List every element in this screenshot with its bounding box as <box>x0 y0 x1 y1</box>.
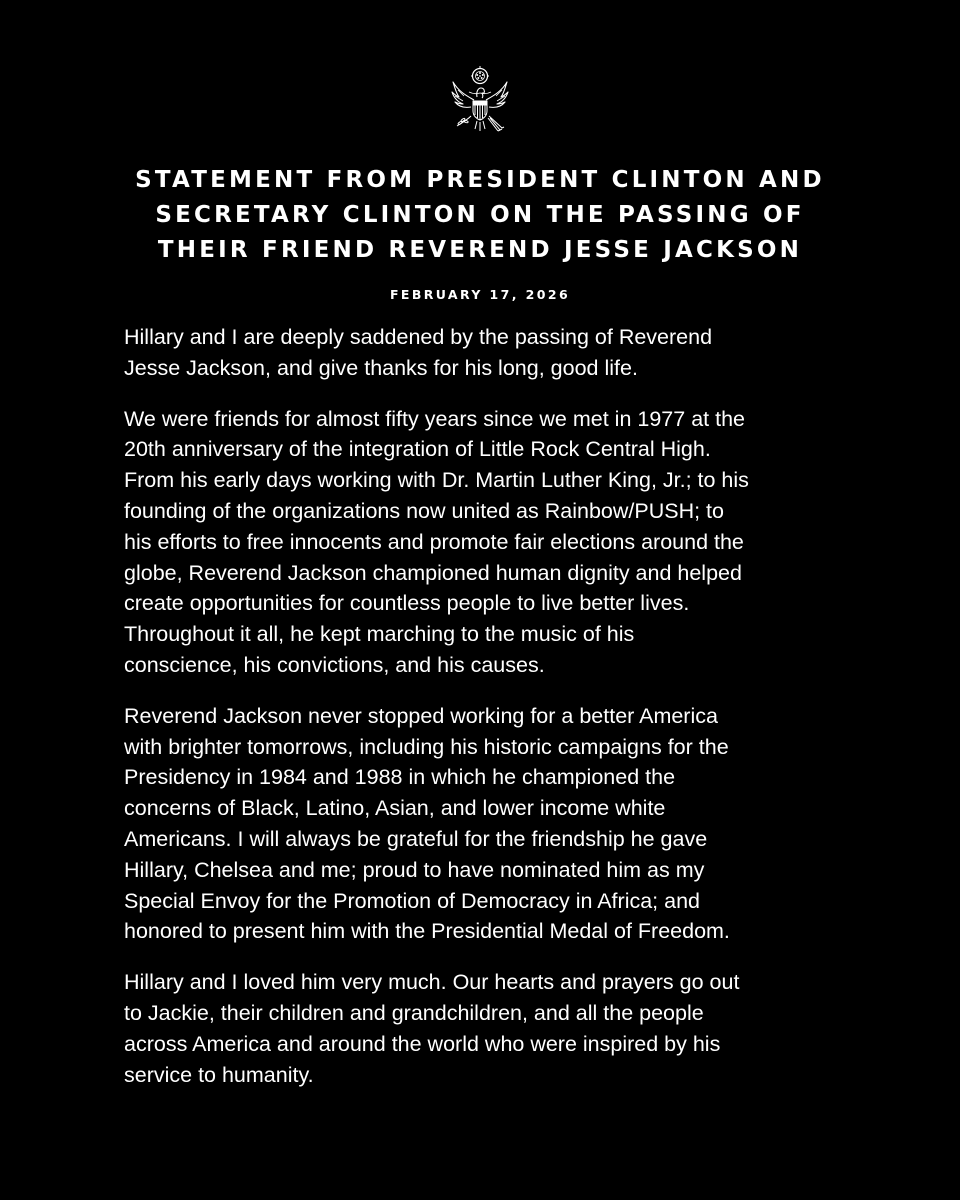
title-line: THEIR FRIEND REVEREND JESSE JACKSON <box>157 237 803 263</box>
paragraph-3 <box>124 701 864 947</box>
title-line: SECRETARY CLINTON ON THE PASSING OF <box>155 202 805 228</box>
paragraph-4 <box>124 967 864 1090</box>
text-line: to Jackie, their children and grandchildren, and all the people <box>124 1000 704 1025</box>
presidential-seal-icon <box>449 66 511 136</box>
text-line: honored to present him with the Presidential Medal of Freedom. <box>124 919 730 944</box>
text-line: Presidency in 1984 and 1988 in which he championed the <box>124 765 676 790</box>
statement-date: FEBRUARY 17, 2026 <box>389 287 571 302</box>
text-line: globe, Reverend Jackson championed human dignity and helped <box>124 560 742 585</box>
paragraph-2 <box>124 404 864 681</box>
text-line: with brighter tomorrows, including his historic campaigns for the <box>124 734 729 759</box>
title-line: STATEMENT FROM PRESIDENT CLINTON AND <box>135 167 825 193</box>
text-line: Special Envoy for the Promotion of Democracy in Africa; and <box>124 888 700 913</box>
text-line: conscience, his convictions, and his causes. <box>124 652 545 677</box>
text-line: across America and around the world who were inspired by his <box>124 1031 721 1056</box>
statement-title <box>100 163 860 268</box>
text-line: Hillary and I are deeply saddened by the passing of Reverend <box>124 325 713 349</box>
paragraph-1 <box>124 322 864 384</box>
text-line: Hillary and I loved him very much. Our hearts and prayers go out <box>124 970 740 995</box>
statement-body <box>124 322 864 1110</box>
text-line: Hillary, Chelsea and me; proud to have nominated him as my <box>124 857 705 882</box>
text-line: create opportunities for countless people to live better lives. <box>124 591 690 616</box>
text-line: We were friends for almost fifty years since we met in 1977 at the <box>124 406 745 431</box>
text-line: 20th anniversary of the integration of Little Rock Central High. <box>124 437 711 462</box>
text-line: his efforts to free innocents and promote fair elections around the <box>124 529 744 554</box>
text-line: Jesse Jackson, and give thanks for his long, good life. <box>124 355 638 380</box>
text-line: concerns of Black, Latino, Asian, and lower income white <box>124 796 666 821</box>
text-line: Reverend Jackson never stopped working for a better America <box>124 703 718 728</box>
text-line: Throughout it all, he kept marching to the music of his <box>124 622 635 647</box>
text-line: Americans. I will always be grateful for the friendship he gave <box>124 826 708 851</box>
text-line: From his early days working with Dr. Martin Luther King, Jr.; to his <box>124 468 749 493</box>
text-line: founding of the organizations now united as Rainbow/PUSH; to <box>124 498 724 523</box>
text-line: service to humanity. <box>124 1062 314 1087</box>
